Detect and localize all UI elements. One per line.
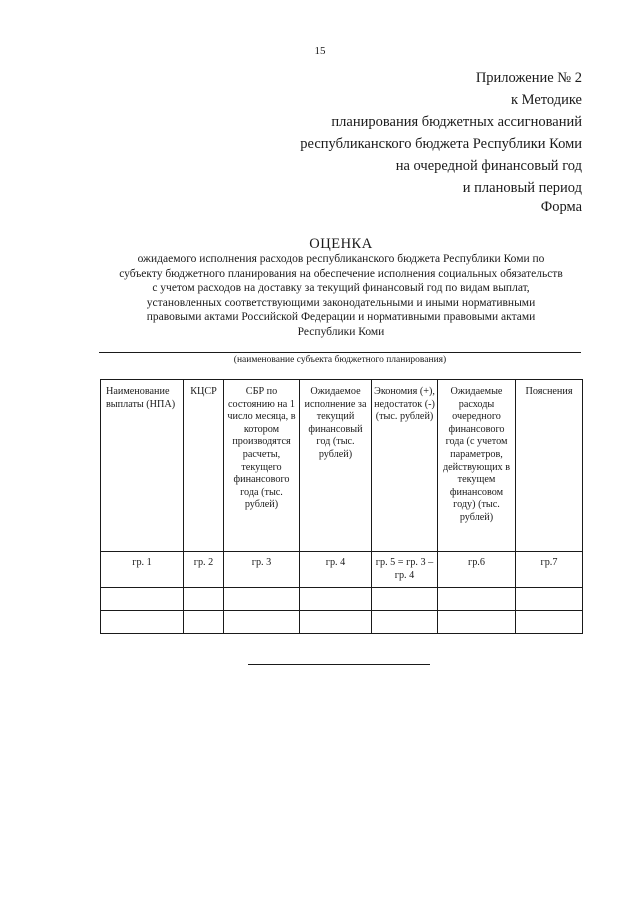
table-empty-row: [101, 588, 583, 611]
subtitle-line: с учетом расходов на доставку за текущий финансовый год по видам выплат,: [152, 282, 530, 295]
form-label: Форма: [540, 199, 582, 215]
appendix-line: к Методике: [510, 92, 582, 108]
header-sbr: СБР по состоянию на 1 число месяца, в котором производятся расчеты, текущего финансового года (тыс. рублей): [224, 380, 300, 552]
subtitle-line: Республики Коми: [297, 325, 385, 338]
appendix-line: на очередной финансовый год: [395, 158, 582, 174]
empty-cell: [101, 588, 184, 611]
subject-name-caption: (наименование субъекта бюджетного планирования): [233, 355, 447, 365]
column-number: гр. 3: [224, 552, 300, 588]
page-number: 15: [314, 45, 326, 57]
estimate-table: [100, 379, 583, 634]
column-number: гр.6: [438, 552, 516, 588]
column-number: гр.7: [516, 552, 583, 588]
column-number: гр. 2: [184, 552, 224, 588]
empty-cell: [300, 588, 372, 611]
empty-cell: [184, 588, 224, 611]
appendix-line: планирования бюджетных ассигнований: [331, 114, 582, 130]
header-expected-expenses: Ожидаемые расходы очередного финансового года (с учетом параметров, действующих в текущем финансовом году) (тыс. рублей): [438, 380, 516, 552]
subtitle-line: субъекту бюджетного планирования на обеспечение исполнения социальных обязательств: [119, 267, 563, 280]
appendix-line: республиканского бюджета Республики Коми: [300, 136, 582, 152]
empty-cell: [372, 588, 438, 611]
subtitle-line: установленных соответствующими законодательными и иными нормативными: [146, 296, 536, 309]
document-title: ОЦЕНКА: [309, 236, 373, 252]
subtitle-line: ожидаемого исполнения расходов республиканского бюджета Республики Коми по: [137, 253, 545, 265]
column-number: гр. 4: [300, 552, 372, 588]
document-subtitle: [100, 252, 582, 340]
empty-cell: [372, 611, 438, 634]
empty-cell: [438, 611, 516, 634]
subtitle-line: правовыми актами Российской Федерации и нормативными правовыми актами: [146, 311, 536, 324]
table-column-numbers-row: [101, 552, 583, 588]
header-savings-shortage: Экономия (+), недостаток (-) (тыс. рублей): [372, 380, 438, 552]
column-number: гр. 5 = гр. 3 – гр. 4: [372, 552, 438, 588]
subject-name-line: [99, 352, 581, 353]
table-empty-row: [101, 611, 583, 634]
appendix-line: Приложение № 2: [475, 70, 582, 86]
header-expected-execution: Ожидаемое исполнение за текущий финансовый год (тыс. рублей): [300, 380, 372, 552]
header-payment-name: Наименование выплаты (НПА): [101, 380, 184, 552]
empty-cell: [438, 588, 516, 611]
empty-cell: [224, 588, 300, 611]
empty-cell: [516, 588, 583, 611]
empty-cell: [300, 611, 372, 634]
empty-cell: [224, 611, 300, 634]
column-number: гр. 1: [101, 552, 184, 588]
table-header-row: [101, 380, 583, 552]
header-notes: Пояснения: [516, 380, 583, 552]
empty-cell: [184, 611, 224, 634]
header-kcsr: КЦСР: [184, 380, 224, 552]
appendix-line: и плановый период: [462, 180, 582, 196]
closing-divider: [248, 664, 430, 665]
empty-cell: [101, 611, 184, 634]
empty-cell: [516, 611, 583, 634]
appendix-block: [162, 67, 582, 199]
